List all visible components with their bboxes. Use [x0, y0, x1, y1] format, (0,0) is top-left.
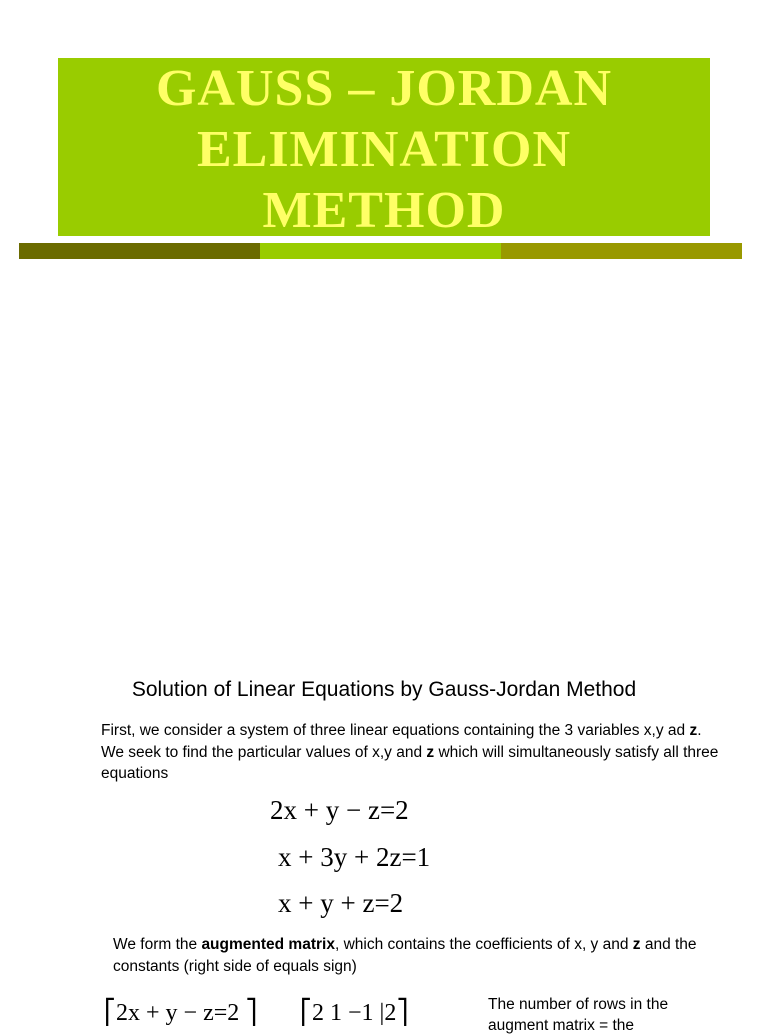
side-note: The number of rows in the augment matrix = the: [488, 996, 669, 1034]
intro-bold-z2: z: [426, 743, 435, 761]
intro-text-1: First, we consider a system of three linear equations containing the 3 variables x,y ad: [101, 722, 690, 739]
intro-bold-z1: z: [689, 722, 698, 739]
title-line-2: ELIMINATION: [196, 121, 572, 178]
equation-2: x + 3y + 2z=1: [278, 842, 431, 872]
matrix-right: ⎡2 1 −1 |2⎤: [300, 1000, 409, 1026]
decor-band-light: [260, 243, 501, 259]
equation-3: x + y + z=2: [278, 888, 404, 918]
intro-text-2: . We seek to find the particular values of x,y and: [101, 722, 702, 761]
equation-1: 2x + y − z=2: [270, 795, 409, 825]
decor-band-dark: [19, 243, 260, 259]
decor-band-olive: [501, 243, 742, 259]
title-line-3: METHOD: [262, 182, 506, 239]
augmented-matrix-paragraph: [113, 934, 723, 977]
matrix-left: ⎡2x + y − z=2 ⎤: [104, 1000, 258, 1026]
para2-text-2: , which contains the coefficients of x, y and: [334, 936, 633, 953]
para2-text-1: We form the: [113, 936, 202, 953]
para2-bold-augmented: augmented matrix: [201, 936, 335, 953]
intro-text-3: which will simultaneously satisfy all three equations: [101, 743, 719, 782]
slide-title-box: [58, 58, 710, 239]
intro-paragraph: [101, 720, 721, 785]
para2-bold-z: z: [632, 936, 641, 953]
slide2-heading: Solution of Linear Equations by Gauss-Jordan Method: [131, 678, 637, 701]
title-line-1: GAUSS – JORDAN: [155, 60, 613, 117]
para2-text-3: and the constants (right side of equals sign): [113, 936, 697, 975]
